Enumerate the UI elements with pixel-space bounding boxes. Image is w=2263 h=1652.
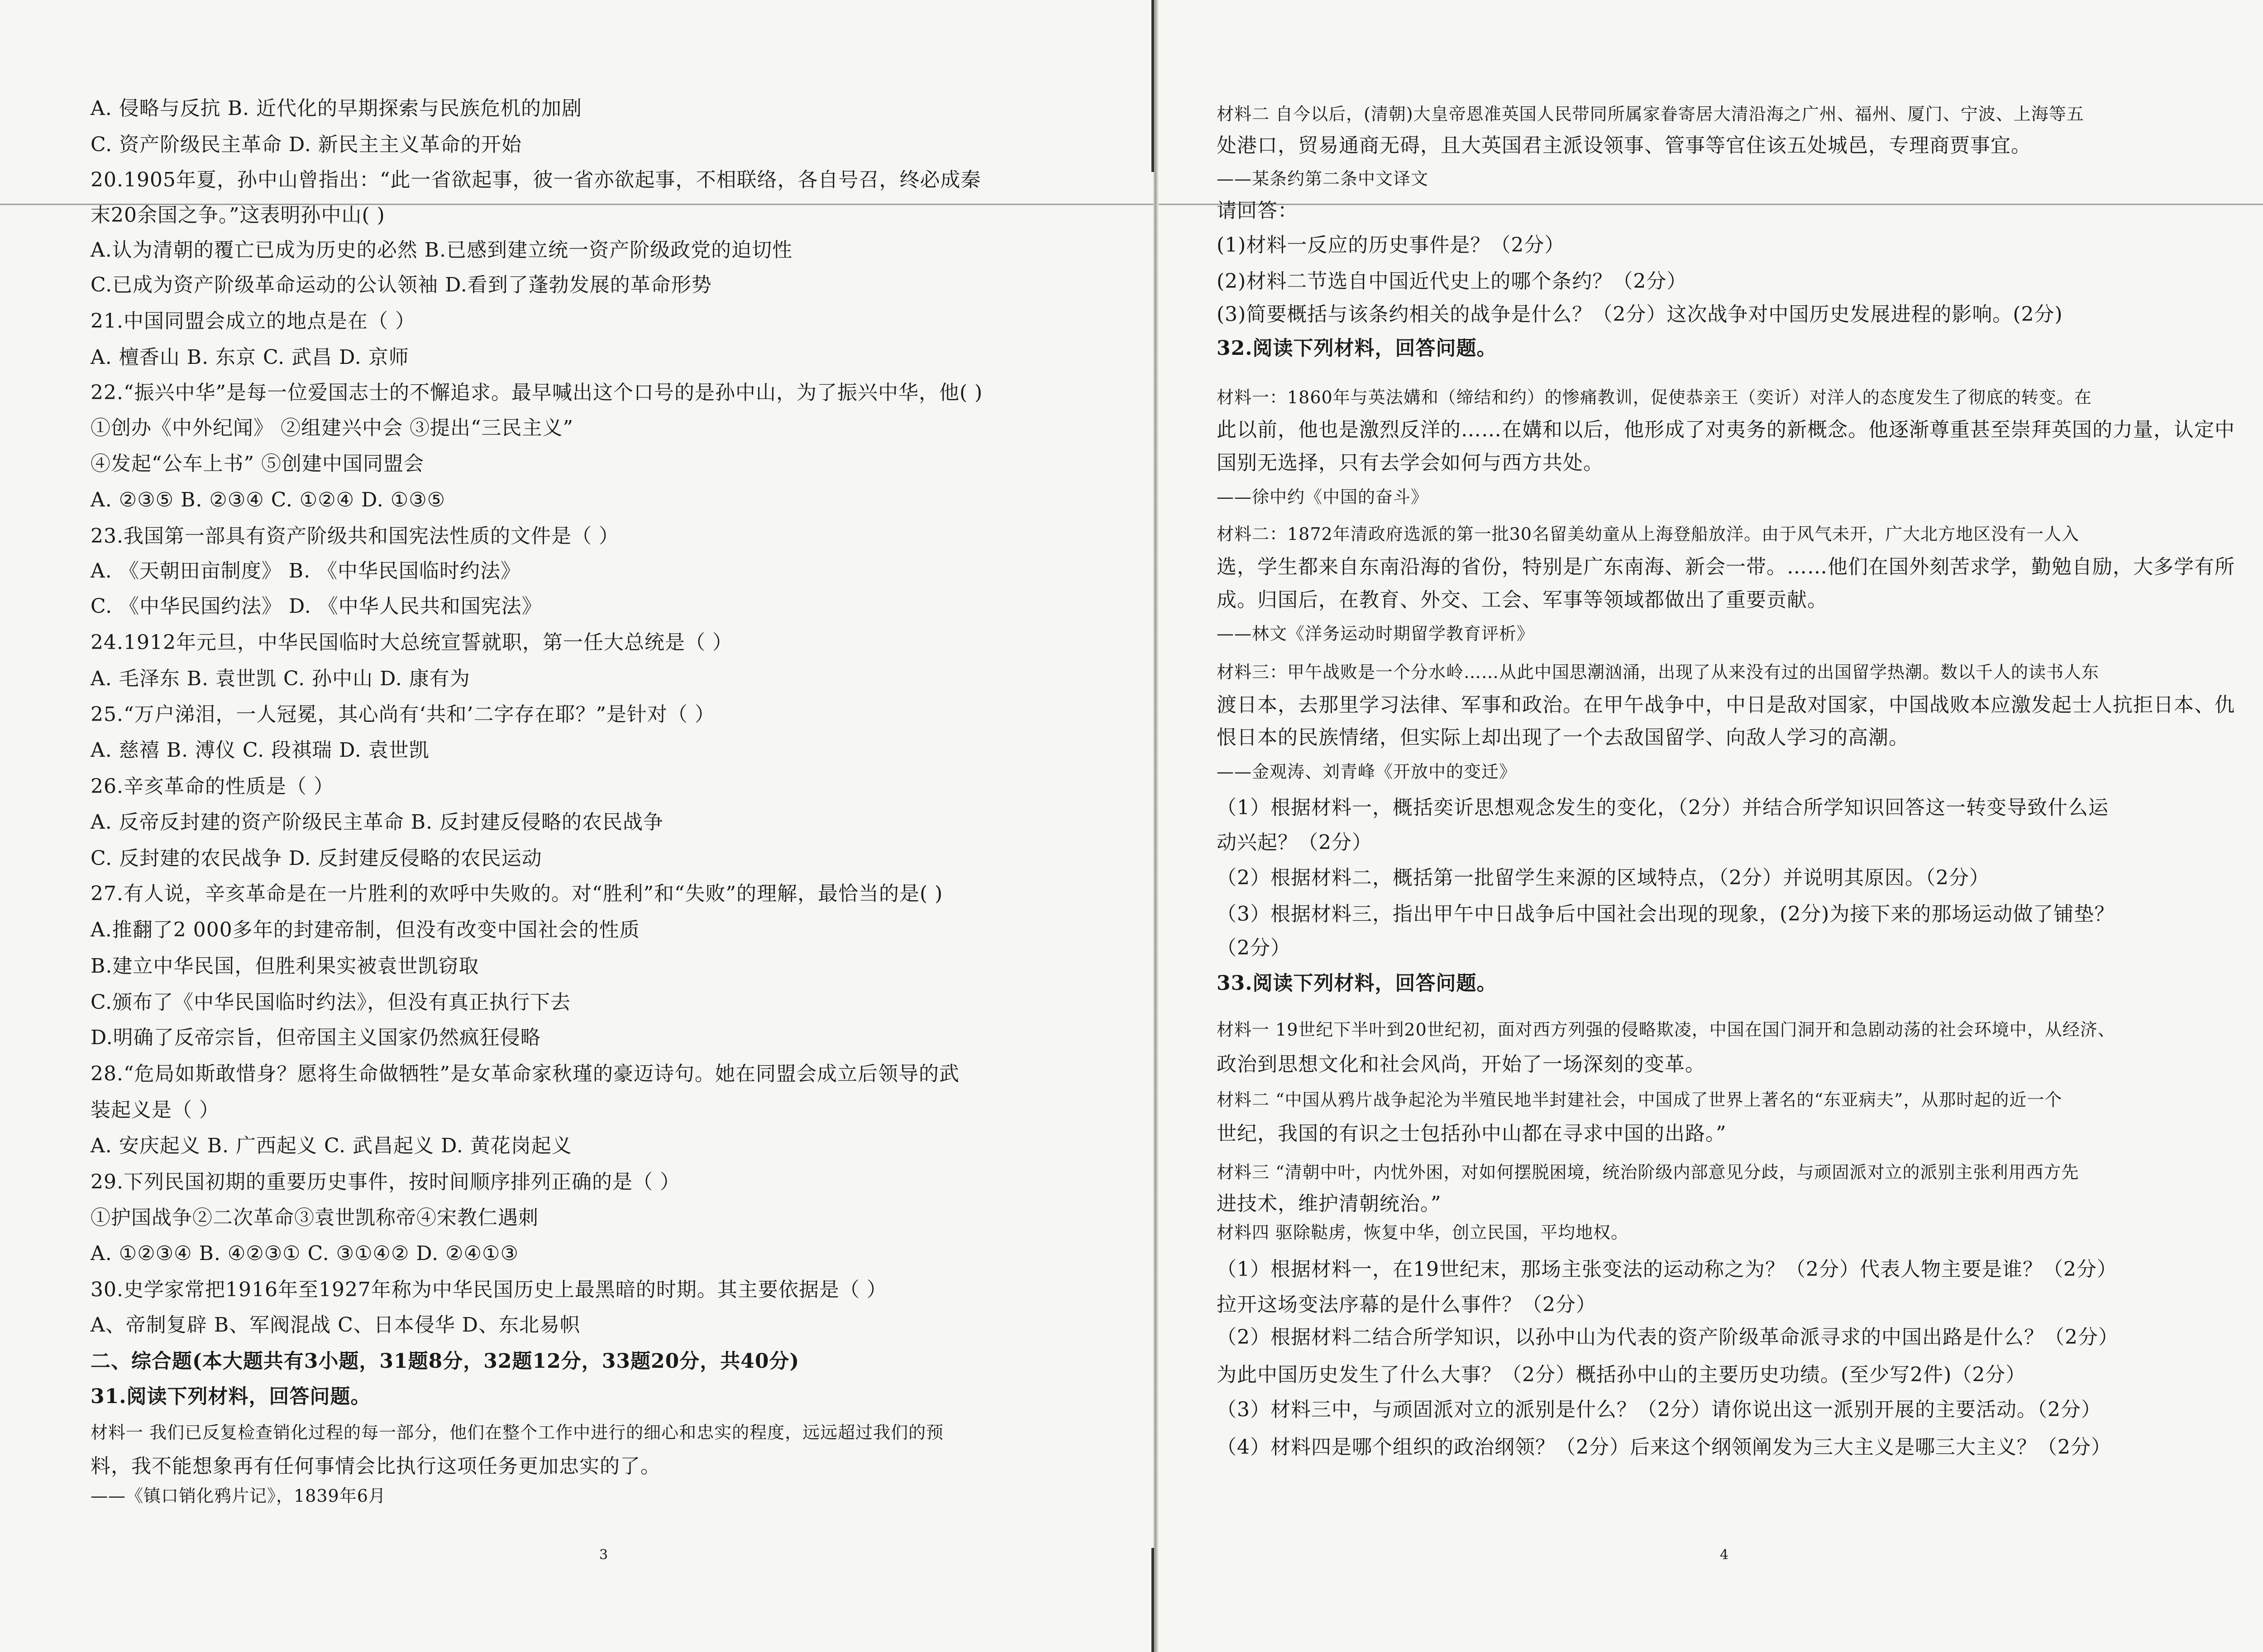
- exam-text-line: 20.1905年夏，孙中山曾指出：“此一省欲起事，彼一省亦欲起事，不相联络，各自号召，终必成秦: [91, 168, 981, 191]
- exam-text-line: A. 安庆起义 B. 广西起义 C. 武昌起义 D. 黄花岗起义: [91, 1134, 572, 1157]
- exam-text-line: 27.有人说，辛亥革命是在一片胜利的欢呼中失败的。对“胜利”和“失败”的理解，最恰当的是( ): [91, 882, 943, 905]
- exam-text-line: ①护国战争②二次革命③袁世凯称帝④宋教仁遇刺: [91, 1206, 539, 1229]
- exam-text-line: 材料三 “清朝中叶，内忧外困，对如何摆脱困境，统治阶级内部意见分歧，与顽固派对立的派别主张利用西方先: [1217, 1162, 2079, 1182]
- exam-text-line: D.明确了反帝宗旨，但帝国主义国家仍然疯狂侵略: [91, 1026, 541, 1049]
- exam-text-line: C. 《中华民国约法》 D. 《中华人民共和国宪法》: [91, 595, 542, 618]
- exam-text-line: 拉开这场变法序幕的是什么事件？（2分）: [1217, 1293, 1596, 1316]
- exam-page-4: [1159, 0, 2263, 1652]
- exam-text-line: (2)材料二节选自中国近代史上的哪个条约？（2分）: [1217, 270, 1687, 293]
- exam-text-line: 31.阅读下列材料，回答问题。: [91, 1385, 371, 1408]
- page-number-right: 4: [1720, 1547, 1729, 1563]
- exam-text-line: 材料四 驱除鞑虏，恢复中华，创立民国，平均地权。: [1217, 1222, 1629, 1242]
- exam-text-line: 23.我国第一部具有资产阶级共和国宪法性质的文件是（ ）: [91, 525, 619, 548]
- exam-text-line: (3)简要概括与该条约相关的战争是什么？（2分）这次战争对中国历史发展进程的影响。(2分): [1217, 303, 2063, 326]
- exam-text-line: 进技术，维护清朝统治。”: [1217, 1192, 1442, 1215]
- exam-text-line: 22.“振兴中华”是每一位爱国志士的不懈追求。最早喊出这个口号的是孙中山，为了振兴中华，他( ): [91, 381, 983, 404]
- exam-text-line: 28.“危局如斯敢惜身？愿将生命做牺牲”是女革命家秋瑾的豪迈诗句。她在同盟会成立后领导的武: [91, 1062, 960, 1085]
- exam-text-line: 末20余国之争。”这表明孙中山( ): [91, 204, 385, 227]
- exam-text-line: 材料三：甲午战败是一个分水岭……从此中国思潮汹涌，出现了从来没有过的出国留学热潮。数以千人的读书人东: [1217, 662, 2100, 682]
- exam-text-line: A. 慈禧 B. 溥仪 C. 段祺瑞 D. 袁世凯: [91, 739, 430, 762]
- exam-text-line: C.颁布了《中华民国临时约法》，但没有真正执行下去: [91, 991, 571, 1014]
- exam-text-line: A. 《天朝田亩制度》 B. 《中华民国临时约法》: [91, 559, 521, 582]
- exam-text-line: 材料一 我们已反复检查销化过程的每一部分，他们在整个工作中进行的细心和忠实的程度，远远超过我们的预: [91, 1423, 944, 1442]
- exam-text-line: A. ②③⑤ B. ②③④ C. ①②④ D. ①③⑤: [91, 488, 446, 511]
- exam-text-line: （1）根据材料一，在19世纪末，那场主张变法的运动称之为？（2分）代表人物主要是谁？（2分）: [1217, 1258, 2117, 1281]
- exam-text-line: （2）根据材料二结合所学知识，以孙中山为代表的资产阶级革命派寻求的中国出路是什么？（2分）: [1217, 1326, 2119, 1349]
- exam-text-line: 装起义是（ ）: [91, 1098, 220, 1122]
- exam-text-line: A.认为清朝的覆亡已成为历史的必然 B.已感到建立统一资产阶级政党的迫切性: [91, 239, 793, 262]
- exam-text-line: 二、综合题(本大题共有3小题，31题8分，32题12分，33题20分，共40分): [91, 1350, 800, 1373]
- exam-text-line: （3）材料三中，与顽固派对立的派别是什么？（2分）请你说出这一派别开展的主要活动。（2分）: [1217, 1398, 2101, 1421]
- exam-text-line: 32.阅读下列材料，回答问题。: [1217, 337, 1497, 360]
- exam-text-line: ——金观涛、刘青峰《开放中的变迁》: [1217, 762, 1517, 782]
- exam-text-line: 材料二 “中国从鸦片战争起沦为半殖民地半封建社会，中国成了世界上著名的“东亚病夫”，从那时起的近一个: [1217, 1090, 2062, 1110]
- exam-text-line: 21.中国同盟会成立的地点是在（ ）: [91, 310, 415, 333]
- exam-text-line: 渡日本，去那里学习法律、军事和政治。在甲午战争中，中日是敌对国家，中国战败本应激发起士人抗拒日本、仇: [1217, 693, 2235, 716]
- exam-text-line: 33.阅读下列材料，回答问题。: [1217, 972, 1497, 995]
- exam-text-line: 30.史学家常把1916年至1927年称为中华民国历史上最黑暗的时期。其主要依据是（ ）: [91, 1278, 887, 1301]
- exam-text-line: C. 反封建的农民战争 D. 反封建反侵略的农民运动: [91, 847, 542, 870]
- exam-text-line: 24.1912年元旦，中华民国临时大总统宣誓就职，第一任大总统是（ ）: [91, 631, 733, 654]
- exam-text-line: A. 侵略与反抗 B. 近代化的早期探索与民族危机的加剧: [91, 97, 582, 120]
- exam-text-line: 此以前，他也是激烈反洋的……在媾和以后，他形成了对夷务的新概念。他逐渐尊重甚至崇拜英国的力量，认定中: [1217, 418, 2235, 441]
- exam-text-line: ——《镇口销化鸦片记》，1839年6月: [91, 1486, 386, 1506]
- exam-text-line: 选，学生都来自东南沿海的省份，特别是广东南海、新会一带。……他们在国外刻苦求学，勤勉自励，大多学有所: [1217, 555, 2235, 578]
- exam-text-line: 为此中国历史发生了什么大事？（2分）概括孙中山的主要历史功绩。(至少写2件)（2分）: [1217, 1363, 2026, 1386]
- exam-text-line: 处港口，贸易通商无碍，且大英国君主派设领事、管事等官住该五处城邑，专理商贾事宜。: [1217, 134, 2031, 157]
- exam-text-line: A、帝制复辟 B、军阀混战 C、日本侵华 D、东北易帜: [91, 1313, 581, 1337]
- exam-text-line: （2分）: [1217, 936, 1291, 960]
- exam-text-line: A. 檀香山 B. 东京 C. 武昌 D. 京师: [91, 346, 409, 369]
- exam-text-line: （2）根据材料二，概括第一批留学生来源的区域特点，（2分）并说明其原因。（2分）: [1217, 866, 1990, 889]
- exam-text-line: 成。归国后，在教育、外交、工会、军事等领域都做出了重要贡献。: [1217, 588, 1828, 611]
- exam-text-line: ——徐中约《中国的奋斗》: [1217, 487, 1429, 507]
- exam-text-line: 世纪，我国的有识之士包括孙中山都在寻求中国的出路。”: [1217, 1122, 1727, 1145]
- exam-text-line: 26.辛亥革命的性质是（ ）: [91, 775, 334, 798]
- exam-text-line: B.建立中华民国，但胜利果实被袁世凯窃取: [91, 955, 479, 978]
- exam-text-line: （1）根据材料一，概括奕䜣思想观念发生的变化，（2分）并结合所学知识回答这一转变导致什么运: [1217, 796, 2109, 819]
- exam-text-line: A. ①②③④ B. ④②③① C. ③①④② D. ②④①③: [91, 1242, 519, 1265]
- exam-text-line: 恨日本的民族情绪，但实际上却出现了一个去敌国留学、向敌人学习的高潮。: [1217, 726, 1909, 749]
- page-number-left: 3: [599, 1547, 608, 1563]
- exam-text-line: C.已成为资产阶级革命运动的公认领袖 D.看到了蓬勃发展的革命形势: [91, 273, 712, 296]
- exam-text-line: ——某条约第二条中文译文: [1217, 169, 1429, 189]
- exam-text-line: 国别无选择，只有去学会如何与西方共处。: [1217, 451, 1604, 474]
- exam-text-line: A.推翻了2 000多年的封建帝制，但没有改变中国社会的性质: [91, 918, 640, 941]
- exam-text-line: C. 资产阶级民主革命 D. 新民主主义革命的开始: [91, 133, 522, 156]
- exam-text-line: A. 反帝反封建的资产阶级民主革命 B. 反封建反侵略的农民战争: [91, 811, 664, 834]
- exam-text-line: ——林文《洋务运动时期留学教育评析》: [1217, 624, 1535, 644]
- exam-text-line: （3）根据材料三，指出甲午中日战争后中国社会出现的现象，(2分)为接下来的那场运动做了铺垫？: [1217, 902, 2115, 926]
- exam-text-line: 请回答：: [1217, 199, 1298, 222]
- exam-text-line: 材料一：1860年与英法媾和（缔结和约）的惨痛教训，促使恭亲王（奕䜣）对洋人的态度发生了彻底的转变。在: [1217, 387, 2092, 407]
- exam-text-line: (1)材料一反应的历史事件是？（2分）: [1217, 234, 1565, 257]
- exam-text-line: ①创办《中外纪闻》 ②组建兴中会 ③提出“三民主义”: [91, 416, 573, 439]
- exam-text-line: 动兴起？（2分）: [1217, 831, 1372, 854]
- exam-text-line: 材料二：1872年清政府选派的第一批30名留美幼童从上海登船放洋。由于风气未开，广大北方地区没有一人入: [1217, 524, 2080, 544]
- exam-text-line: A. 毛泽东 B. 袁世凯 C. 孙中山 D. 康有为: [91, 667, 470, 690]
- exam-text-line: 材料二 自今以后，(清朝)大皇帝恩准英国人民带同所属家眷寄居大清沿海之广州、福州、厦门、宁波、上海等五: [1217, 104, 2084, 124]
- exam-text-line: 料，我不能想象再有任何事情会比执行这项任务更加忠实的了。: [91, 1455, 661, 1478]
- exam-text-line: 材料一 19世纪下半叶到20世纪初，面对西方列强的侵略欺凌，中国在国门洞开和急剧动荡的社会环境中，从经济、: [1217, 1020, 2115, 1040]
- exam-text-line: 政治到思想文化和社会风尚，开始了一场深刻的变革。: [1217, 1053, 1705, 1076]
- exam-text-line: 29.下列民国初期的重要历史事件，按时间顺序排列正确的是（ ）: [91, 1170, 680, 1194]
- exam-text-line: （4）材料四是哪个组织的政治纲领？（2分）后来这个纲领阐发为三大主义是哪三大主义？（2分）: [1217, 1436, 2111, 1459]
- exam-text-line: 25.“万户涕泪，一人冠冕，其心尚有‘共和’二字存在耶？”是针对（ ）: [91, 703, 715, 726]
- exam-text-line: ④发起“公车上书” ⑤创建中国同盟会: [91, 452, 424, 475]
